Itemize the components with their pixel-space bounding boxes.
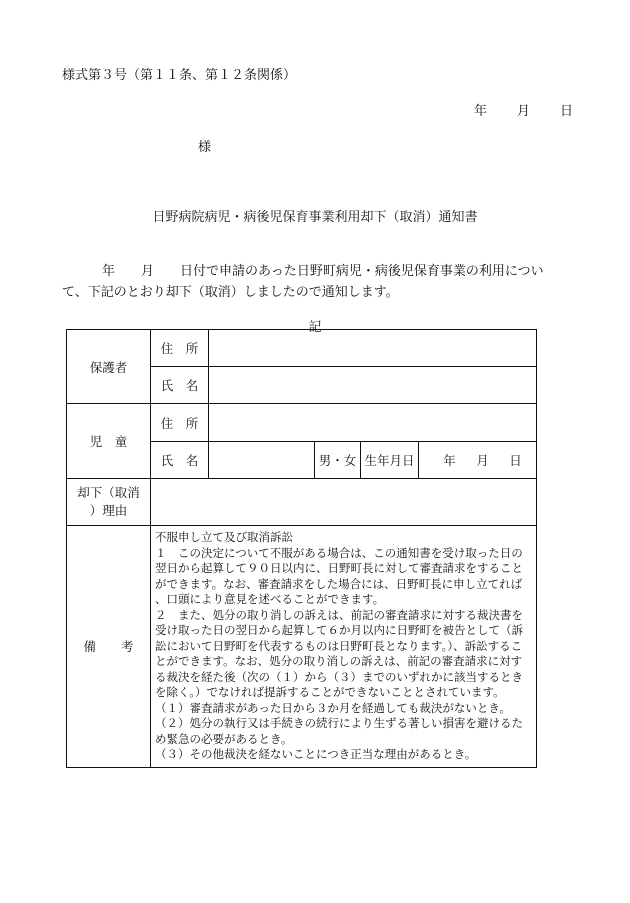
remarks-label: 備 考 (67, 526, 151, 768)
child-label: 児 童 (67, 404, 151, 479)
notice-body (62, 261, 544, 303)
child-address-field[interactable] (209, 404, 537, 442)
guardian-name-label: 氏 名 (151, 367, 209, 404)
reject-reason-label-line-2: ）理由 (89, 503, 128, 518)
remarks-line: る裁決を経た後（次の（１）から（３）までのいずれかに該当するとき (155, 669, 523, 684)
addressee-suffix: 様 (198, 140, 212, 155)
guardian-name-field[interactable] (209, 367, 537, 404)
birth-day-label: 日 (509, 453, 522, 468)
gender-option[interactable]: 男・女 (315, 442, 361, 479)
reject-reason-label-line-1: 却下（取消 (77, 485, 140, 500)
guardian-address-field[interactable] (209, 330, 537, 367)
guardian-address-label: 住 所 (151, 330, 209, 367)
remarks-line: を除く。）でなければ提訴することができないこととされています。 (155, 685, 505, 699)
issue-date-day: 日 (560, 104, 574, 119)
birth-year-label: 年 (443, 453, 456, 468)
ki-heading: 記 (308, 320, 322, 335)
issue-date-month: 月 (517, 104, 531, 119)
remarks-line: 受け取った日の翌日から起算して６か月以内に日野町を被告として（訴 (155, 623, 523, 637)
form-number: 様式第３号（第１１条、第１２条関係） (62, 68, 297, 83)
child-name-field[interactable] (209, 442, 315, 479)
birthdate-field[interactable] (419, 442, 537, 479)
remarks-line: め緊急の必要があるとき。 (155, 731, 293, 746)
remarks-line: ができます。なお、審査請求をした場合には、日野町長に申し立てれば (155, 576, 523, 591)
notice-table (66, 329, 537, 768)
document-title: 日野病院病児・病後児保育事業利用却下（取消）通知書 (152, 210, 478, 225)
guardian-label: 保護者 (67, 330, 151, 404)
notice-body-line-1: 年 月 日付で申請のあった日野町病児・病後児保育事業の利用につい (102, 264, 544, 279)
remarks-line: とができます。なお、処分の取り消しの訴えは、前記の審査請求に対す (155, 654, 523, 668)
reject-reason-label (67, 479, 151, 526)
child-address-label: 住 所 (151, 404, 209, 442)
issue-date (474, 100, 573, 119)
issue-date-year: 年 (474, 104, 488, 119)
remarks-line: 訟において日野町を代表するものは日野町長となります。）、訴訟するこ (155, 638, 523, 653)
remarks-line: （２）処分の執行又は手続きの続行により生ずる著しい損害を避けるた (155, 716, 523, 730)
reject-reason-field[interactable] (151, 479, 537, 526)
remarks-line: １ この決定について不服がある場合は、この通知書を受け取った日の (155, 545, 523, 560)
notice-body-line-2: て、下記のとおり却下（取消）しましたので通知します。 (62, 285, 399, 300)
birthdate-label: 生年月日 (361, 442, 419, 479)
child-name-label: 氏 名 (151, 442, 209, 479)
remarks-line: （３）その他裁決を経ないことにつき正当な理由があるとき。 (155, 747, 477, 761)
remarks-line: ２ また、処分の取り消しの訴えは、前記の審査請求に対する裁決書を (155, 607, 523, 622)
remarks-content (151, 526, 537, 768)
remarks-line: 、口頭により意見を述べることができます。 (155, 592, 385, 606)
remarks-line: 翌日から起算して９０日以内に、日野町長に対して審査請求をすること (155, 561, 523, 575)
remarks-line: （１）審査請求があった日から３か月を経過しても裁決がないとき。 (155, 700, 511, 715)
remarks-line: 不服申し立て及び取消訴訟 (155, 530, 293, 544)
birth-month-label: 月 (476, 453, 489, 468)
